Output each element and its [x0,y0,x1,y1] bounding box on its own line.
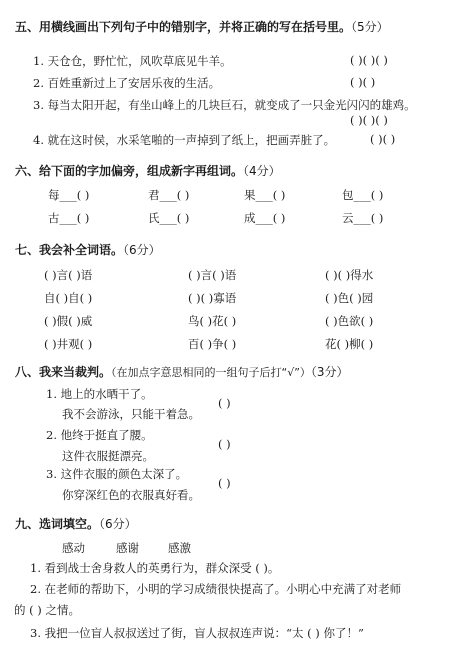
s5-item-3: 3. 每当太阳开起，有坐山峰上的几块巨石，就变成了一只金光闪闪的雄鸡。 [33,98,416,112]
s7-r1-c3: ( )( )得水 [325,268,374,282]
s6-r2-c3: 成___( ) [244,211,286,225]
s5-item-4: 4. 就在这时侯，水采笔啪的一声掉到了纸上，把画弄脏了。 [33,133,336,147]
s9-question-3: 3. 我把一位盲人叔叔送过了街，盲人叔叔连声说：“太 ( ) 你了！” [30,626,364,640]
s7-r3-c3: ( )色欲( ) [325,314,374,328]
s7-r1-c2: ( )言( )语 [188,268,237,282]
s7-r2-c1: 自( )自( ) [44,291,93,305]
s7-r2-c2: ( )( )寡语 [188,291,237,305]
s9-word-3: 感激 [168,541,191,555]
s6-r1-c4: 包___( ) [342,188,384,202]
s7-r1-c1: ( )言( )语 [44,268,93,282]
s6-r2-c4: 云___( ) [342,211,384,225]
section-8-title: 八、我来当裁判。 [15,365,112,379]
section-8-points: （3分） [310,365,349,379]
section-5-points: （5分） [351,20,389,34]
s7-r2-c3: ( )色( )园 [325,291,374,305]
s8-item-3-paren: ( ) [218,476,231,490]
s6-r2-c2: 氏___( ) [148,211,190,225]
s9-word-1: 感动 [62,541,85,555]
section-5-title: 五、用横线画出下列句子中的错别字，并将正确的写在括号里。 [15,20,352,34]
s9-word-2: 感谢 [116,541,139,555]
s8-item-1a: 1. 地上的水晒干了。 [46,387,153,401]
section-6-heading [15,162,281,179]
s5-item-4-blanks: ( )( ) [370,132,396,146]
s8-item-2b: 这件衣服挺漂亮。 [62,449,154,463]
section-8-note: （在加点字意思相同的一组句子后打“√”） [111,366,311,379]
section-7-points: （6分） [123,243,161,257]
s8-item-3a: 3. 这件衣服的颜色太深了。 [46,467,188,481]
s8-item-2a: 2. 他终于挺直了腰。 [46,428,153,442]
s7-r4-c1: ( )井观( ) [44,337,93,351]
s5-item-2-blanks: ( )( ) [350,75,376,89]
s6-r1-c1: 每___( ) [48,188,90,202]
section-9-title: 九、选词填空。 [15,517,100,531]
section-6-title: 六、给下面的字加偏旁，组成新字再组词。 [15,164,244,178]
s7-r3-c1: ( )假( )威 [44,314,93,328]
s5-item-3-blanks: ( )( )( ) [350,113,388,127]
section-8-heading [15,363,349,380]
s8-item-1-paren: ( ) [218,396,231,410]
section-9-points: （6分） [99,517,137,531]
s9-question-2-line1: 2. 在老师的帮助下，小明的学习成绩很快提高了。小明心中充满了对老师 [30,582,402,596]
section-6-points: （4分） [243,164,281,178]
s5-item-2: 2. 百姓重新过上了安居乐夜的生活。 [33,76,221,90]
s8-item-3b: 你穿深红色的衣服真好看。 [62,488,200,502]
s5-item-1-blanks: ( )( )( ) [350,53,388,67]
s8-item-1b: 我不会游泳，只能干着急。 [62,407,200,421]
s9-question-2-line2: 的 ( ) 之情。 [14,603,80,617]
section-9-heading [15,515,137,532]
s7-r4-c2: 百( )争( ) [188,337,237,351]
section-7-title: 七、我会补全词语。 [15,243,124,257]
s6-r1-c2: 君___( ) [148,188,190,202]
s6-r1-c3: 果___( ) [244,188,286,202]
section-7-heading [15,241,161,258]
s5-item-1: 1. 天仓仓，野忙忙，风吹草底见牛羊。 [33,54,232,68]
s6-r2-c1: 古___( ) [48,211,90,225]
s8-item-2-paren: ( ) [218,437,231,451]
section-5-heading [15,18,389,35]
s7-r4-c3: 花( )柳( ) [325,337,374,351]
s9-question-1: 1. 看到战士舍身救人的英勇行为，群众深受 ( )。 [30,561,280,575]
s7-r3-c2: 鸟( )花( ) [188,314,237,328]
